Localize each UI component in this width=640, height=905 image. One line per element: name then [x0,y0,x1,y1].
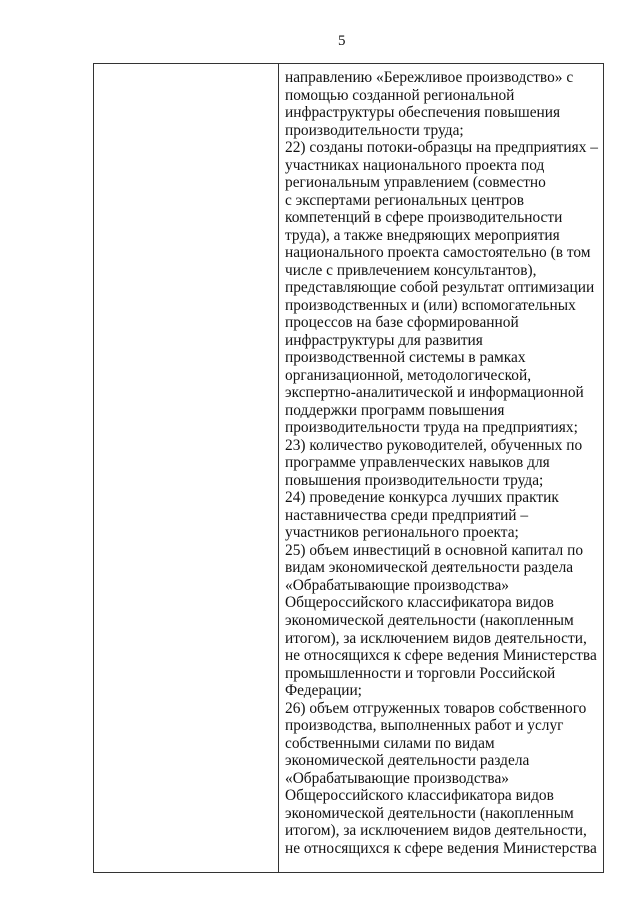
text-line: «Обрабатывающие производства» [285,576,509,594]
text-line: организационной, методологической, [285,366,532,384]
text-line: 22) созданы потоки-образцы на предприятиях – [285,139,598,157]
text-line: Федерации; [285,682,362,700]
text-line: направлению «Бережливое производство» с [285,69,574,86]
text-line: Общероссийского классификатора видов [285,787,554,805]
text-line: экономической деятельности (накопленным [285,611,574,629]
text-line: программе управленческих навыков для [285,454,550,472]
table-cell-right [279,69,603,857]
page-number: 5 [338,33,346,49]
text-line: национального проекта самостоятельно (в том [285,244,591,262]
table-cell-left [94,64,279,872]
text-line: с экспертами региональных центров [285,191,525,209]
text-line: труда), а также внедряющих мероприятия [285,226,560,244]
text-line: не относящихся к сфере ведения Министерства [285,839,597,857]
text-line: производственных и (или) вспомогательных [285,296,576,314]
text-line: итогом), за исключением видов деятельности, [285,629,587,647]
text-line: инфраструктуры обеспечения повышения [285,104,561,122]
text-line: экономической деятельности (накопленным [285,804,574,822]
text-line: производственной системы в рамках [285,349,526,367]
text-line: промышленности и торговли Российской [285,664,556,682]
text-line: Общероссийского классификатора видов [285,594,554,612]
text-line: собственными силами по видам [285,734,495,752]
text-line: числе с привлечением консультантов), [285,261,537,279]
text-line: не относящихся к сфере ведения Министерства [285,647,597,665]
text-line: 25) объем инвестиций в основной капитал по [285,541,584,559]
text-line: компетенций в сфере производительности [285,209,563,227]
text-line: экспертно-аналитической и информационной [285,384,584,402]
text-line: 23) количество руководителей, обученных по [285,436,583,454]
text-line: помощью созданной региональной [285,86,515,104]
text-line: «Обрабатывающие производства» [285,769,509,787]
text-line: производительности труда; [285,121,464,139]
text-line: производства, выполненных работ и услуг [285,717,564,735]
text-line: 24) проведение конкурса лучших практик [285,489,559,507]
text-line: экономической деятельности раздела [285,752,530,770]
text-line: наставничества среди предприятий – [285,506,529,524]
text-line: 26) объем отгруженных товаров собственного [285,699,587,717]
text-line: поддержки программ повышения [285,401,505,419]
text-line: производительности труда на предприятиях; [285,419,578,437]
text-line: инфраструктуры для развития [285,331,483,349]
text-line: участников регионального проекта; [285,524,519,542]
text-line: повышения производительности труда; [285,471,544,489]
text-line: представляющие собой результат оптимизации [285,279,595,297]
text-line: видам экономической деятельности раздела [285,559,574,577]
text-line: участниках национального проекта под [285,156,545,174]
text-line: региональным управлением (совместно [285,174,546,192]
document-table [93,63,604,873]
text-line: процессов на базе сформированной [285,314,519,332]
text-line: итогом), за исключением видов деятельности, [285,822,587,840]
